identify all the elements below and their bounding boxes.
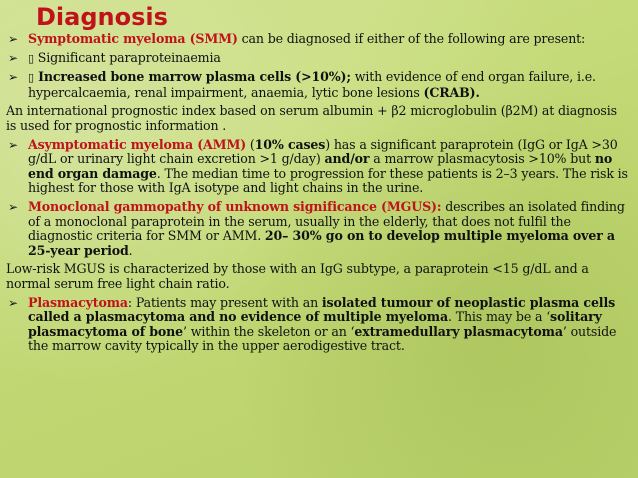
text: : Patients may present with an <box>127 294 322 310</box>
arrow-bullet-icon: ➢ <box>8 295 18 310</box>
missing-glyph-icon: ▯ <box>28 71 34 85</box>
text-bold: no end organ damage <box>28 151 613 181</box>
slide-title: Diagnosis <box>36 3 168 31</box>
text: a marrow plasmacytosis >10% but <box>369 151 595 167</box>
text: ( <box>246 136 255 152</box>
bullet-paraproteinaemia <box>6 51 628 67</box>
bullet-amm <box>6 138 628 196</box>
para-prognostic-index: An international prognostic index based on serum albumin + β2 microglobulin (β2M) at diagnosis is used for prognostic information . <box>6 103 617 133</box>
arrow-bullet-icon: ➢ <box>8 32 18 46</box>
crab: (CRAB). <box>423 84 480 100</box>
arrow-bullet-icon: ➢ <box>8 199 18 214</box>
para-low-risk-mgus: Low-risk MGUS is characterized by those with an IgG subtype, a paraprotein <15 g/dL and a normal serum free light chain ratio. <box>6 261 589 291</box>
text: can be diagnosed if either of the following are present: <box>237 31 586 46</box>
text-bold: isolated tumour of neoplastic plasma cells called a plasmacytoma and no evidence of multiple myeloma <box>28 294 616 325</box>
text: . This may be a ‘ <box>447 309 551 325</box>
text: . <box>128 242 133 258</box>
arrow-bullet-icon: ➢ <box>8 50 18 65</box>
term-plasmacytoma: Plasmacytoma <box>28 294 128 310</box>
text: describes an isolated finding of a monoclonal paraprotein in the serum, usually in the elderly, that does not fulfil the diagnostic criteria for SMM or AMM. <box>28 198 625 244</box>
text-bold: extramedullary plasmacytoma <box>354 323 563 339</box>
text-bold: Increased bone marrow plasma cells (>10%); <box>33 69 351 85</box>
text: ’ within the skeleton or an ‘ <box>182 323 355 339</box>
arrow-bullet-icon: ➢ <box>8 137 18 152</box>
text: . The median time to progression for these patients is 2–3 years. The risk is highest for those with IgA isotype and light chains in the urine. <box>28 165 628 196</box>
text-bold: 20– 30% go on to develop multiple myeloma over a 25-year period <box>28 228 615 258</box>
text: with evidence of end organ failure, i.e. hypercalcaemia, renal impairment, anaemia, lytic bone lesions <box>28 69 596 100</box>
bullet-smm <box>6 32 628 47</box>
term-smm: Symptomatic myeloma (SMM) <box>28 31 238 46</box>
bullet-plasmacytoma <box>6 296 628 354</box>
text-bold: solitary plasmacytoma of bone <box>28 309 602 339</box>
text-bold: and/or <box>324 151 370 167</box>
bullet-mgus <box>6 200 628 258</box>
term-mgus: Monoclonal gammopathy of unknown significance (MGUS): <box>28 198 442 214</box>
text-bold: 10% cases <box>254 136 326 152</box>
missing-glyph-icon: ▯ <box>28 51 34 65</box>
slide-body <box>6 32 628 354</box>
term-amm: Asymptomatic myeloma (AMM) <box>28 136 247 152</box>
arrow-bullet-icon: ➢ <box>8 70 18 85</box>
text: ’ outside the marrow cavity typically in the upper aerodigestive tract. <box>28 323 617 354</box>
bullet-plasma-cells <box>6 70 628 100</box>
text: ) has a significant paraprotein (IgG or IgA >30 g/dL or urinary light chain excretion >1 g/day) <box>28 136 618 167</box>
text: Significant paraproteinaemia <box>33 49 221 65</box>
